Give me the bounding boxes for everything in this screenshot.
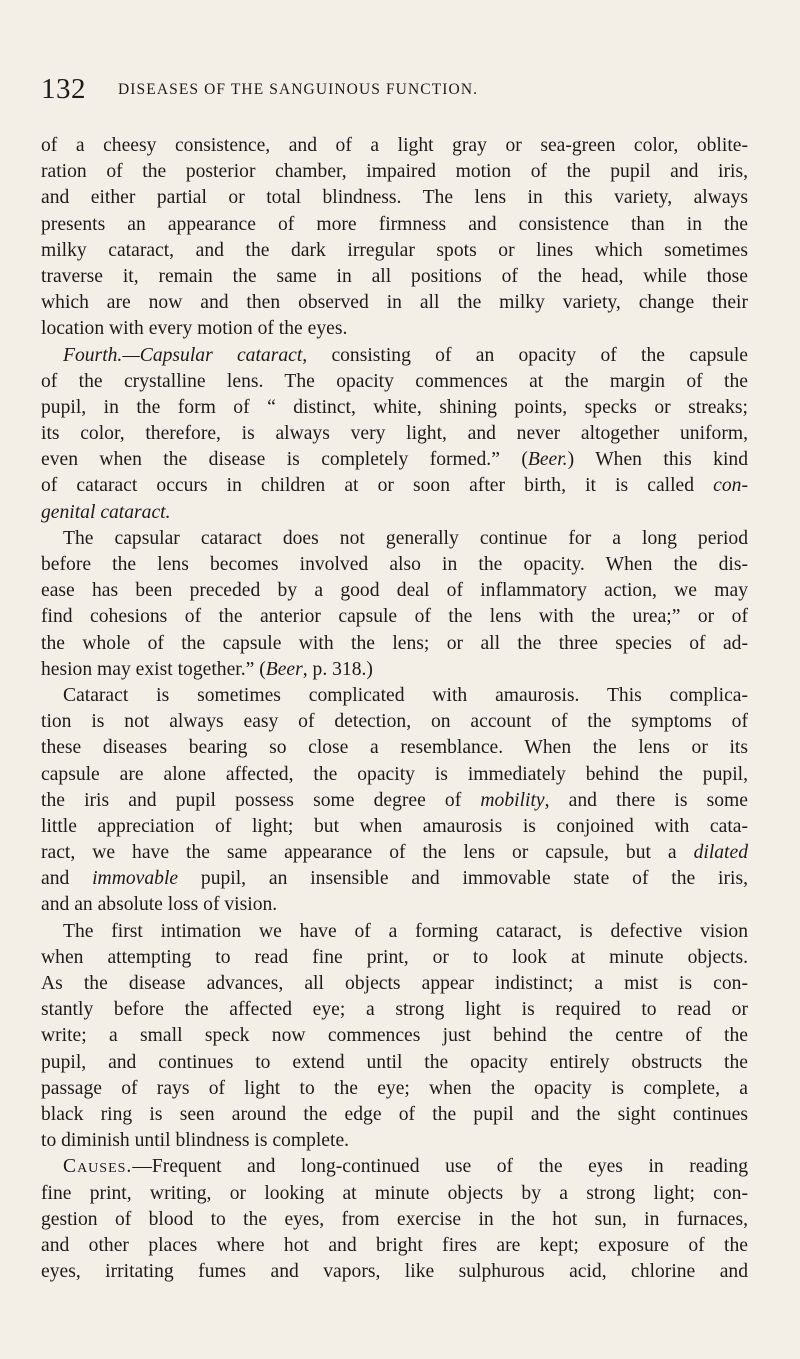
text-line: before the lens becomes involved also in the opacity. When the dis- [41, 554, 748, 575]
italic-term: genital cataract. [41, 501, 171, 523]
paragraph-capsular-cataract: Fourth.—Capsular cataract, consisting of an opacity of the capsule [63, 344, 748, 366]
text-line: write; a small speck now commences just behind the centre of the [41, 1025, 748, 1047]
running-head [41, 74, 748, 104]
text-line: of the crystalline lens. The opacity commences at the margin of the [41, 370, 748, 392]
text-line: and other places where hot and bright fires are kept; exposure of the [41, 1234, 748, 1256]
text-line: milky cataract, and the dark irregular spots or lines which sometimes [41, 239, 748, 261]
italic-term: immovable [92, 868, 179, 890]
italic-heading: Fourth.—Capsular cataract, [63, 344, 308, 366]
text-line: traverse it, remain the same in all positions of the head, while those [41, 265, 748, 287]
text-line: and immovable pupil, an insensible and immovable state of the iris, [41, 868, 748, 890]
text-line: pupil, in the form of “ distinct, white, shining points, specks or streaks; [41, 396, 748, 418]
citation-beer: Beer [265, 658, 303, 680]
text-line: when attempting to read fine print, or to look at minute objects. [41, 946, 748, 968]
text-line: As the disease advances, all objects appear indistinct; a mist is con- [41, 973, 748, 994]
italic-term: dilated [693, 842, 748, 864]
paragraph-capsular: The capsular cataract does not generally continue for a long period [63, 527, 748, 549]
text-line: ease has been preceded by a good deal of inflammatory action, we may [41, 580, 748, 602]
text-line: passage of rays of light to the eye; when the opacity is complete, a [41, 1077, 748, 1099]
paragraph-causes: Causes.—Frequent and long-continued use of the eyes in reading [63, 1156, 748, 1178]
italic-term: mobility [480, 789, 545, 811]
body-text [41, 133, 748, 1285]
text-line: ration of the posterior chamber, impaired motion of the pupil and iris, [41, 161, 748, 183]
text-line: ract, we have the same appearance of the lens or capsule, but a dilated [41, 842, 748, 864]
text-line [41, 500, 748, 526]
text-line: and either partial or total blindness. The lens in this variety, always [41, 187, 748, 209]
text-line: little appreciation of light; but when amaurosis is conjoined with cata- [41, 815, 748, 837]
text-line: location with every motion of the eyes. [41, 318, 348, 340]
text-line: capsule are alone affected, the opacity is immediately behind the pupil, [41, 763, 748, 785]
text-line: even when the disease is completely formed.” (Beer.) When this kind [41, 449, 748, 471]
text-line: pupil, and continues to extend until the opacity entirely obstructs the [41, 1051, 748, 1073]
text-line: eyes, irritating fumes and vapors, like sulphurous acid, chlorine and [41, 1261, 748, 1283]
text-line: hesion may exist together.” (Beer, p. 318.) [41, 658, 373, 680]
causes-heading: Causes. [63, 1156, 133, 1178]
text-line: of a cheesy consistence, and of a light gray or sea-green color, oblite- [41, 135, 748, 156]
text-line: stantly before the affected eye; a strong light is required to read or [41, 999, 748, 1021]
text-line: which are now and then observed in all the milky variety, change their [41, 292, 748, 314]
citation-beer: Beer. [527, 449, 568, 471]
text-line: tion is not always easy of detection, on account of the symptoms of [41, 711, 748, 733]
text-line: these diseases bearing so close a resemblance. When the lens or its [41, 737, 748, 759]
text-line: and an absolute loss of vision. [41, 894, 278, 916]
text-line: of cataract occurs in children at or soon after birth, it is called con- [41, 475, 748, 497]
paragraph-amaurosis: Cataract is sometimes complicated with amaurosis. This complica- [63, 684, 748, 706]
paragraph-first-intimation: The first intimation we have of a forming cataract, is defective vision [63, 920, 748, 942]
text-line: fine print, writing, or looking at minute objects by a strong light; con- [41, 1182, 748, 1204]
text-line: presents an appearance of more firmness and consistence than in the [41, 213, 748, 235]
running-title: DISEASES OF THE SANGUINOUS FUNCTION. [118, 81, 479, 98]
text-line: gestion of blood to the eyes, from exercise in the hot sun, in furnaces, [41, 1208, 748, 1230]
text-line: the iris and pupil possess some degree of mobility, and there is some [41, 789, 748, 811]
text-line: to diminish until blindness is complete. [41, 1130, 350, 1152]
text-line: its color, therefore, is always very light, and never altogether uniform, [41, 423, 748, 445]
page-number: 132 [41, 73, 86, 105]
text-line: find cohesions of the anterior capsule of the lens with the urea;” or of [41, 606, 748, 628]
text-line: the whole of the capsule with the lens; or all the three species of ad- [41, 632, 748, 654]
text-line: black ring is seen around the edge of the pupil and the sight continues [41, 1103, 748, 1125]
